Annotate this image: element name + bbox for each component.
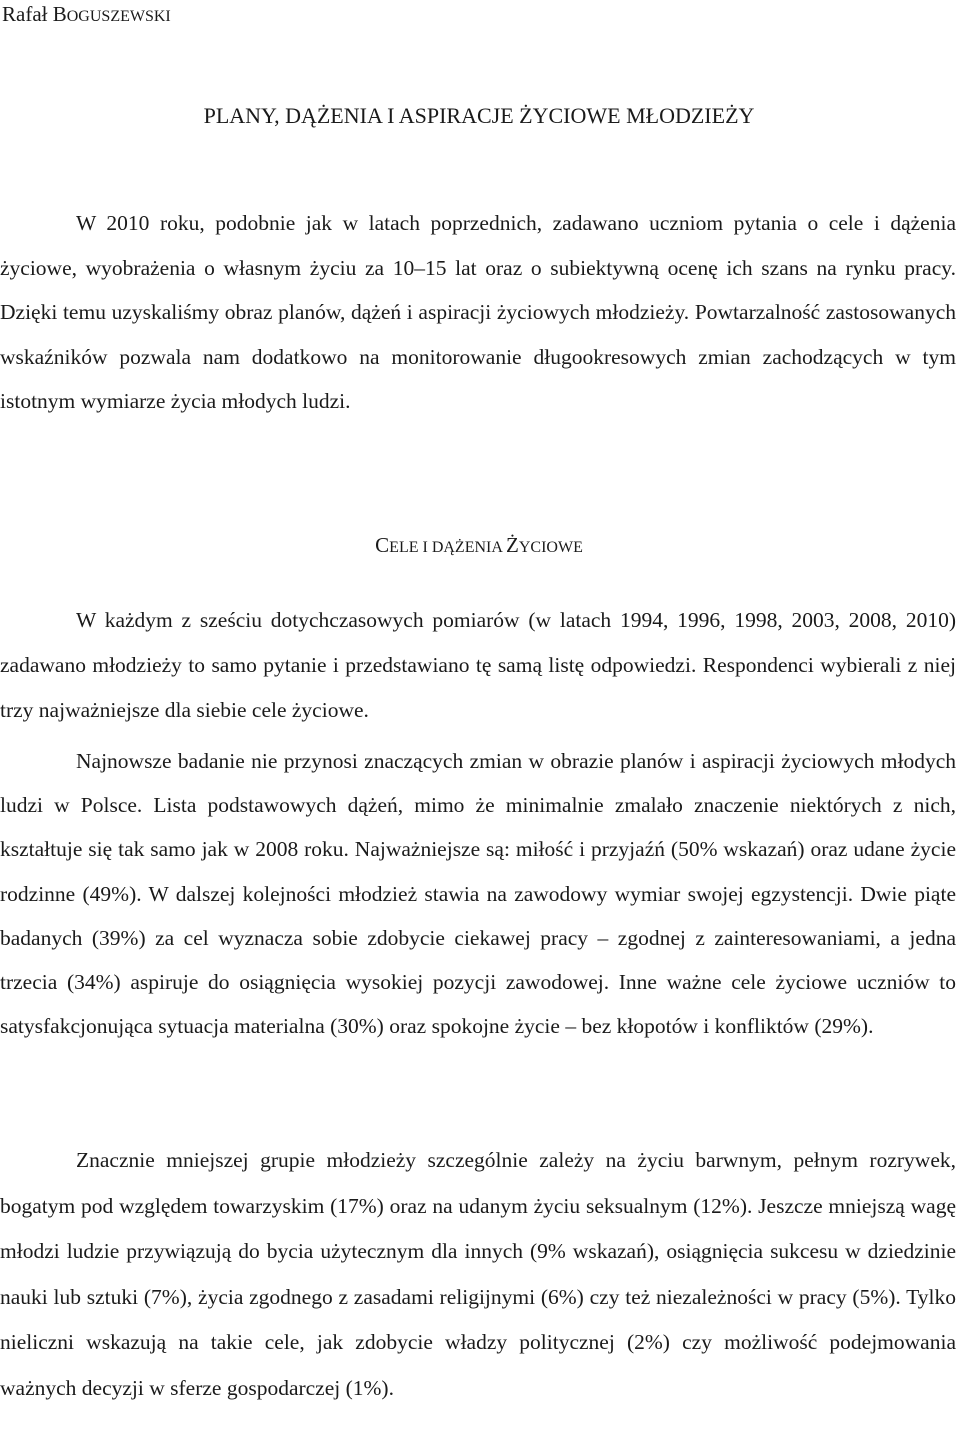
body-paragraph: Znacznie mniejszej grupie młodzieży szczególnie zależy na życiu barwnym, pełnym rozrywek, bogatym pod względem towarzyskim (17%) oraz na udanym życiu seksualnym (12%). Jeszcze mniejszą wagę młodzi ludzie przywiązują do bycia użytecznym dla innych (9% wskazań), osiągnięcia sukcesu w dziedzinie nauki lub sztuki (7%), życia zgodnego z zasadami religijnymi (6%) czy też niezależności w pracy (5%). Tylko nieliczni wskazują na takie cele, jak zdobycie władzy politycznej (2%) czy możliwość podejmowania ważnych decyzji w sferze gospodarczej (1%). bbox=[0, 1148, 956, 1400]
section-heading-initial-1: C bbox=[375, 533, 390, 557]
body-paragraph: Najnowsze badanie nie przynosi znaczących zmian w obrazie planów i aspiracji życiowych młodych ludzi w Polsce. Lista podstawowych dążeń, mimo że minimalnie zmalało znaczenie niektórych z nich, kształtuje się tak samo jak w 2008 roku. Najważniejsze są: miłość i przyjaźń (50% wskazań) oraz udane życie rodzinne (49%). W dalszej kolejności młodzież stawia na zawodowy wymiar swojej egzystencji. Dwie piąte badanych (39%) za cel wyznacza sobie zdobycie ciekawej pracy – zgodnej z zainteresowaniami, a jedna trzecia (34%) aspiruje do osiągnięcia wysokiej pozycji zawodowej. Inne ważne cele życiowe uczniów to satysfakcjonująca sytuacja materialna (30%) oraz spokojne życie – bez kłopotów i konfliktów (29%). bbox=[0, 749, 956, 1039]
author-last-name-initial: B bbox=[52, 2, 67, 26]
author-last-name-rest: OGUSZEWSKI bbox=[66, 8, 171, 25]
intro-paragraph: W 2010 roku, podobnie jak w latach poprzednich, zadawano uczniom pytania o cele i dążenia życiowe, wyobrażenia o własnym życiu za 10–15 lat oraz o subiektywną ocenę ich szans na rynku pracy. Dzięki temu uzyskaliśmy obraz planów, dążeń i aspiracji życiowych młodzieży. Powtarzalność zastosowanych wskaźników pozwala nam dodatkowo na monitorowanie długookresowych zmian zachodzących w tym istotnym wymiarze życia młodych ludzi. bbox=[0, 211, 956, 413]
body-paragraph: W każdym z sześciu dotychczasowych pomiarów (w latach 1994, 1996, 1998, 2003, 2008, 2010) zadawano młodzieży to samo pytanie i przedstawiano tę samą listę odpowiedzi. Respondenci wybierali z niej trzy najważniejsze dla siebie cele życiowe. bbox=[0, 608, 956, 722]
section-heading-rest-2: YCIOWE bbox=[518, 539, 583, 556]
author-first-name: Rafał bbox=[2, 2, 53, 26]
document-title: PLANY, DĄŻENIA I ASPIRACJE ŻYCIOWE MŁODZIEŻY bbox=[203, 103, 755, 128]
section-heading bbox=[0, 530, 958, 563]
section-heading-initial-2: Ż bbox=[506, 533, 519, 557]
section-heading-rest-1: ELE I DĄŻENIA bbox=[389, 539, 507, 556]
running-header-author bbox=[2, 0, 171, 31]
